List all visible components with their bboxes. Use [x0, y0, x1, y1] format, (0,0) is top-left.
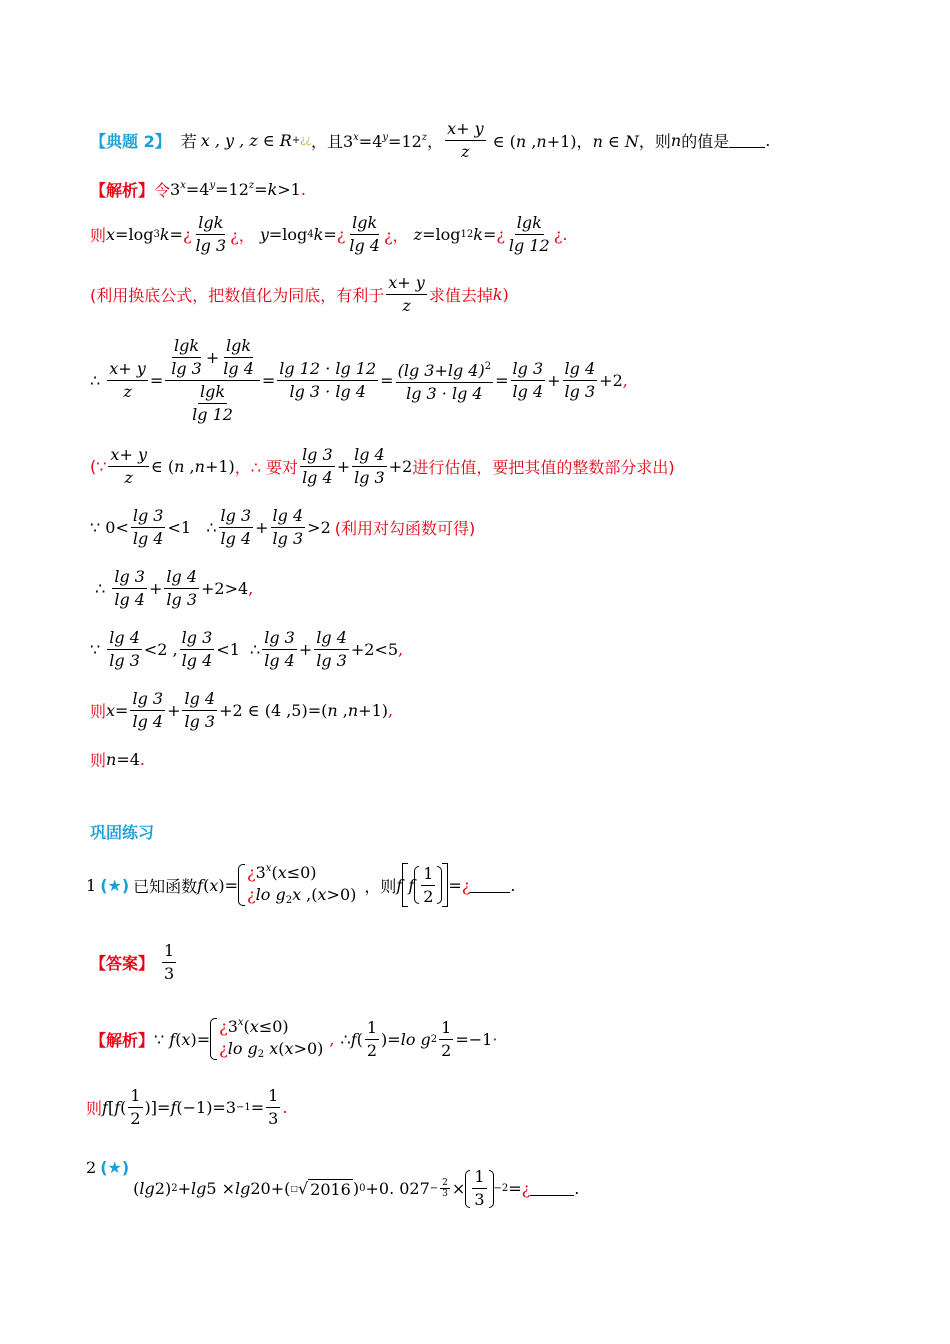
solution-line-2: 则 x =log 3 k = ¿ $\frac{\lg k}{\lg 3}$ ¿， y =log 4 k = ¿ $\frac{\lg k}{\lg 4}$ ¿， z =log 12 k = ¿ $\frac{\lg k}{\lg 12}$ ¿. [90, 213, 568, 255]
derivation-main: ∴ $\frac{x+ y}{z}$ = $\frac{\lg k}{\lg 3}$ + $\frac{\lg k}{\lg 4}$ $\frac{\lg k}{\lg 12}$ = $\frac{\lg 12 \cdot \lg 12}{\lg 3 \cdot \lg 4}$ = $\frac{(\lg 3+\lg 4)^2}{\lg 3 \cdot \lg 4}$ = $\frac{\lg 3}{\lg 4}$ + $\frac{\lg 4}{\lg 3}$ +2 , [90, 336, 628, 424]
note-estimate: (∵ $\frac{x+ y}{z}$ ∈ (n ,n+1) ，∴ 要对 $\frac{\lg 3}{\lg 4}$ + $\frac{\lg 4}{\lg 3}$ +2 进行估值，要把其值的整数部分求出) [90, 445, 675, 487]
piecewise-brace: ¿$3^x(x\le 0)$ ¿lo $g_2x$ ,(x>0) [238, 858, 356, 912]
conclusion-line: 则 x = $\frac{\lg 3}{\lg 4}$ + $\frac{\lg 4}{\lg 3}$ +2 ∈ (4 ,5)=(n ,n+1) , [90, 689, 394, 731]
solution-line-1: 【解析】 令 $3^x=4^y=12^z=k>1$. [90, 180, 306, 200]
answer-blank [729, 133, 765, 148]
solution-1-line-2: 则 f [ f ( $\frac{1}{2}$ )]= f (−1)=3 −1 = $\frac{1}{3}$ . [86, 1086, 288, 1128]
note-change-of-base: (利用换底公式，把数值化为同底，有利于 $\frac{x+ y}{z}$ 求值去掉 k ) [90, 273, 509, 315]
inequality-line-1: ∵ 0< $\frac{\lg 3}{\lg 4}$ <1 ∴ $\frac{\lg 3}{\lg 4}$ + $\frac{\lg 4}{\lg 3}$ >2 (利用对勾函数可得) [90, 506, 476, 548]
fraction-x-plus-y-over-z: $\frac{x+ y}{z}$ [447, 119, 484, 161]
final-answer-line: 则 n =4 . [90, 750, 146, 770]
solution-1-line-1: 【解析】 ∵ f(x)= ¿$3^x(x\le 0)$ ¿lo $g_2$ x(x>0) , ∴ f ( $\frac{1}{2}$ )= lo g 2 $\frac{1}{2}$ =−1 · [90, 1017, 498, 1060]
practice-heading: 巩固练习 [90, 823, 155, 842]
question-1: 1 (★) 已知函数 f ( x )= ¿$3^x(x\le 0)$ ¿lo $g_2x$ ,(x>0) ，则 f f $\frac{1}{2}$ = ¿ . [86, 858, 516, 912]
inequality-line-2: ∴ $\frac{\lg 3}{\lg 4}$ + $\frac{\lg 4}{\lg 3}$ +2>4 , [90, 567, 254, 609]
example-tag: 【典题 2】 [90, 132, 171, 151]
question-2: 2 (★) ( lg 2) 2 + lg 5 × lg 20+( □ √ 2016 ) 0 +0. 027 − $\frac{2}{3}$ × $\frac{1}{3}$ −2 = ¿ . [86, 1158, 580, 1209]
answer-1: 【答案】 $\frac{1}{3}$ [90, 941, 175, 983]
example-2-statement: 【典题 2】 若 x , y , z ∈ R +¿¿ ，且 $3^x=4^y=12^z$， $\frac{x+ y}{z}$ ∈ (n ,n+1)，n ∈ N ，则 n 的值是 . [90, 119, 771, 161]
inequality-line-3: ∵ $\frac{\lg 4}{\lg 3}$ <2 , $\frac{\lg 3}{\lg 4}$ <1 ∴ $\frac{\lg 3}{\lg 4}$ + $\frac{\lg 4}{\lg 3}$ +2<5 , [90, 628, 404, 670]
solution-tag: 【解析】 [90, 181, 155, 200]
